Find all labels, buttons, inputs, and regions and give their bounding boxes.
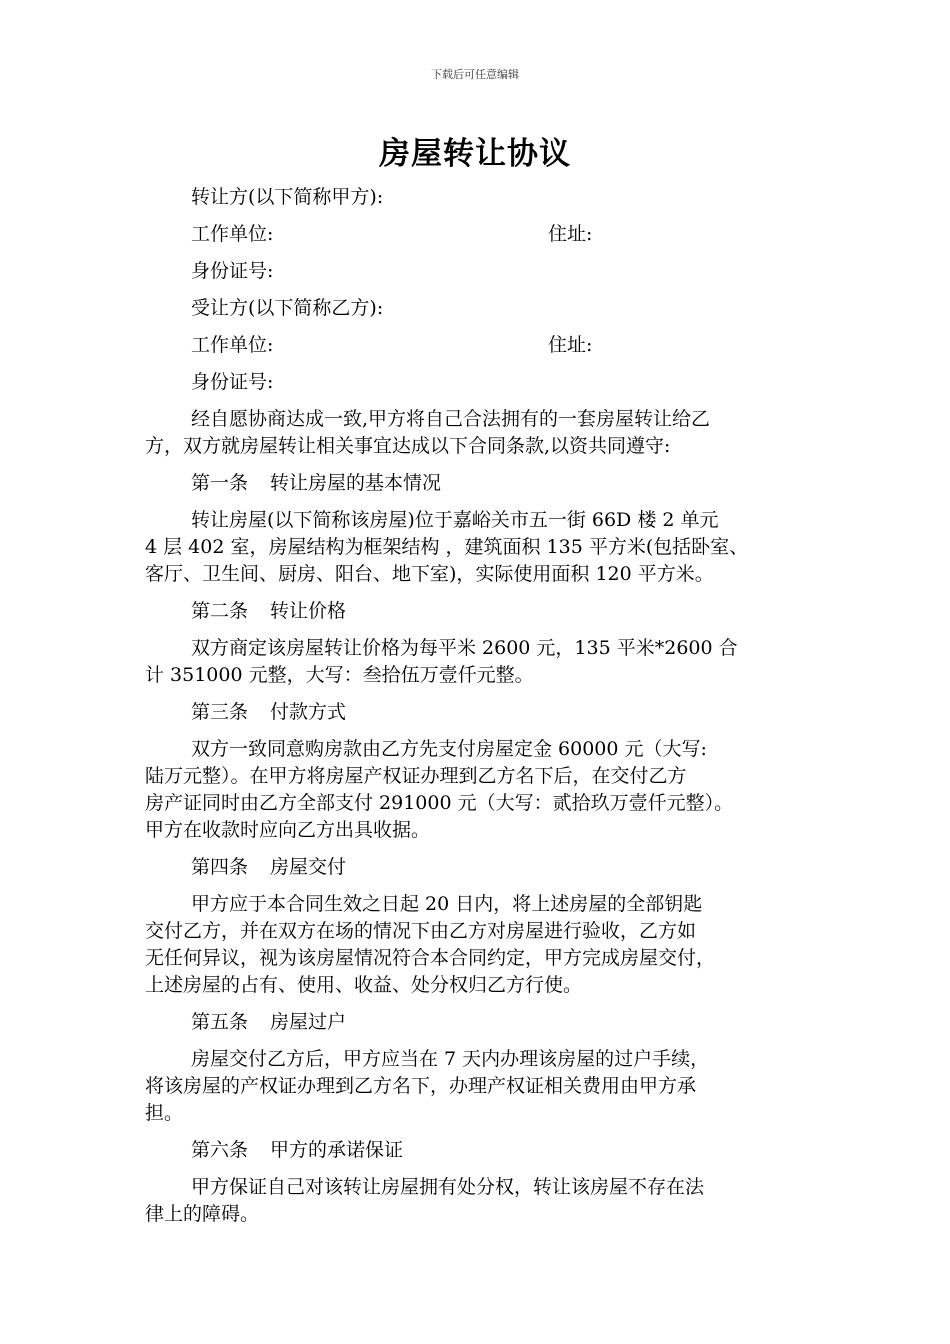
preamble-line: 方，双方就房屋转让相关事宜达成以下合同条款,以资共同遵守: — [145, 435, 671, 457]
article-2-body — [145, 635, 810, 689]
article-5-heading — [145, 1009, 810, 1036]
article-line: 律上的障碍。 — [145, 1203, 260, 1225]
party-a-heading: 转让方(以下简称甲方): — [191, 186, 384, 208]
article-number: 第六条 — [191, 1139, 249, 1161]
article-title: 付款方式 — [270, 701, 347, 723]
article-line: 客厅、卫生间、厨房、阳台、地下室)，实际使用面积 120 平方米。 — [145, 563, 714, 585]
article-line: 房屋交付乙方后，甲方应当在 7 天内办理该房屋的过户手续， — [191, 1048, 710, 1070]
document-body — [145, 184, 810, 1238]
party-b-work-address-row — [145, 332, 810, 359]
article-title: 房屋过户 — [270, 1011, 347, 1033]
party-b-address-label: 住址: — [548, 334, 593, 356]
party-a-work-address-row — [145, 221, 810, 248]
article-number: 第四条 — [191, 856, 249, 878]
article-number: 第五条 — [191, 1011, 249, 1033]
party-a-work-unit-label: 工作单位: — [191, 223, 274, 245]
article-1-heading — [145, 470, 810, 497]
article-line: 房产证同时由乙方全部支付 291000 元（大写：贰拾玖万壹仟元整）。 — [145, 792, 734, 814]
party-a-address-label: 住址: — [548, 223, 593, 245]
article-line: 将该房屋的产权证办理到乙方名下，办理产权证相关费用由甲方承 — [145, 1075, 697, 1097]
article-title: 房屋交付 — [270, 856, 347, 878]
article-2-heading — [145, 598, 810, 625]
article-4-body — [145, 891, 810, 999]
preamble-paragraph — [145, 406, 810, 460]
article-5-body — [145, 1046, 810, 1127]
article-number: 第三条 — [191, 701, 249, 723]
article-line: 担。 — [145, 1102, 184, 1124]
article-line: 陆万元整）。在甲方将房屋产权证办理到乙方名下后，在交付乙方 — [145, 765, 687, 787]
article-line: 4 层 402 室，房屋结构为框架结构 ，建筑面积 135 平方米(包括卧室、 — [145, 536, 749, 558]
article-6-heading — [145, 1137, 810, 1164]
article-line: 双方一致同意购房款由乙方先支付房屋定金 60000 元（大写: — [191, 738, 707, 760]
article-line: 计 351000 元整，大写：叁拾伍万壹仟元整。 — [145, 664, 534, 686]
article-line: 转让房屋(以下简称该房屋)位于嘉峪关市五一街 66D 楼 2 单元 — [191, 509, 719, 531]
header-note: 下载后可任意编辑 — [431, 68, 519, 81]
article-6-body — [145, 1174, 810, 1228]
article-1-body — [145, 507, 810, 588]
article-3-body — [145, 736, 810, 844]
article-title: 转让房屋的基本情况 — [270, 472, 442, 494]
article-3-heading — [145, 699, 810, 726]
article-line: 甲方应于本合同生效之日起 20 日内，将上述房屋的全部钥匙 — [191, 893, 703, 915]
article-line: 甲方保证自己对该转让房屋拥有处分权，转让该房屋不存在法 — [191, 1176, 705, 1198]
article-line: 甲方在收款时应向乙方出具收据。 — [145, 819, 431, 841]
document-title: 房屋转让协议 — [379, 136, 571, 172]
party-a-id-label: 身份证号: — [191, 260, 274, 282]
article-line: 交付乙方，并在双方在场的情况下由乙方对房屋进行验收，乙方如 — [145, 920, 697, 942]
party-b-heading: 受让方(以下简称乙方): — [191, 297, 384, 319]
article-4-heading — [145, 854, 810, 881]
preamble-line: 经自愿协商达成一致,甲方将自己合法拥有的一套房屋转让给乙 — [191, 408, 711, 430]
article-line: 无任何异议，视为该房屋情况符合本合同约定，甲方完成房屋交付， — [145, 947, 716, 969]
article-title: 转让价格 — [270, 600, 347, 622]
party-b-id-label: 身份证号: — [191, 371, 274, 393]
article-line: 上述房屋的占有、使用、收益、处分权归乙方行使。 — [145, 974, 583, 996]
party-b-work-unit-label: 工作单位: — [191, 334, 274, 356]
article-number: 第一条 — [191, 472, 249, 494]
article-title: 甲方的承诺保证 — [270, 1139, 404, 1161]
article-line: 双方商定该房屋转让价格为每平米 2600 元，135 平米*2600 合 — [191, 637, 738, 659]
article-number: 第二条 — [191, 600, 249, 622]
